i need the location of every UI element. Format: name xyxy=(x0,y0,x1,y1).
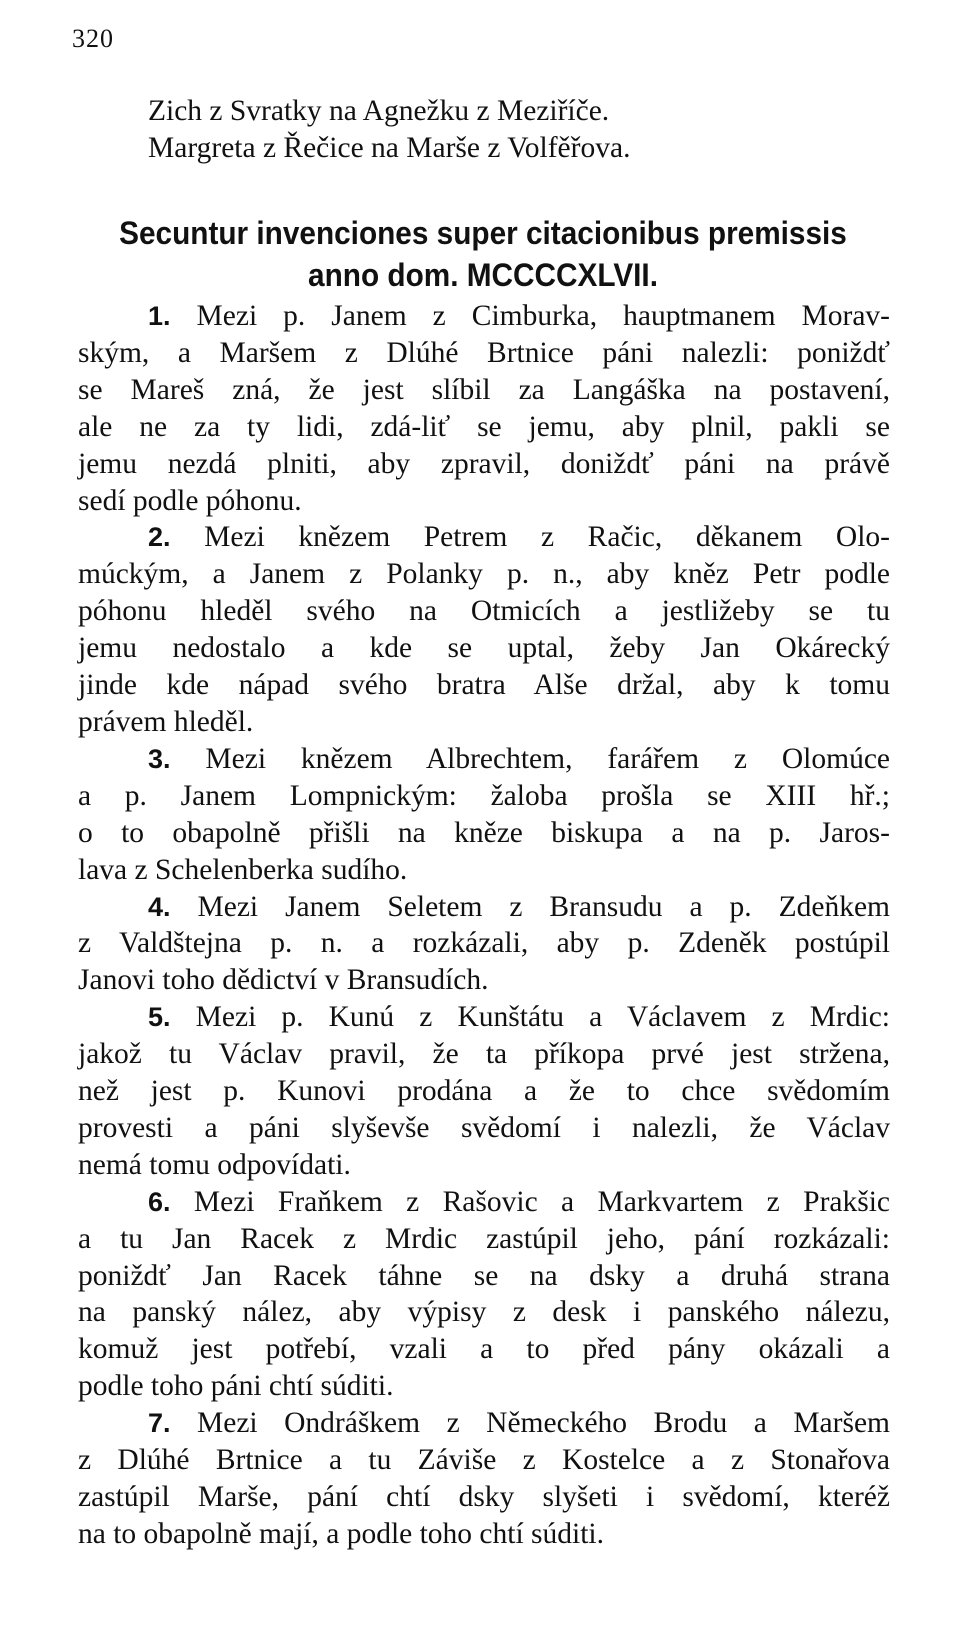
intro-line: Margreta z Řečice na Marše z Volfěřova. xyxy=(148,132,631,164)
entry-line-text: Mezi p. Kunú z Kunštátu a Václavem z Mrdic: xyxy=(195,1001,891,1034)
entry-line xyxy=(78,925,890,962)
entry-line xyxy=(78,815,890,852)
entry-line xyxy=(78,1368,890,1405)
entry-line xyxy=(78,1331,890,1368)
entry-line xyxy=(78,667,890,704)
entry-number: 2. xyxy=(148,522,171,553)
entry-line xyxy=(78,962,890,999)
entry-line xyxy=(78,446,890,483)
entry-number: 4. xyxy=(148,891,171,922)
entry-line xyxy=(78,483,890,520)
entry-line-text: na panský nález, aby výpisy z desk i panského nálezu, xyxy=(78,1296,890,1329)
entry-line xyxy=(78,1036,890,1073)
entry-line xyxy=(78,1442,890,1479)
entry-line-text: a p. Janem Lompnickým: žaloba prošla se XIII hř.; xyxy=(78,779,890,812)
entry-number: 6. xyxy=(148,1186,171,1217)
entry-number: 1. xyxy=(148,301,171,331)
entry xyxy=(78,298,890,519)
entry-line-text: Mezi knězem Petrem z Račic, děkanem Olo- xyxy=(204,521,891,554)
section-heading xyxy=(106,212,859,296)
entry-line-text: komuž jest potřebí, vzali a to před pány okázali a xyxy=(78,1333,890,1366)
entry-line xyxy=(78,1110,890,1147)
entry-line-text: sedí podle póhonu. xyxy=(78,484,302,517)
entry-line-text: než jest p. Kunovi prodána a že to chce svědomím xyxy=(78,1075,890,1108)
entry-line-text: múckým, a Janem z Polanky p. n., aby kněz Petr podle xyxy=(78,558,890,591)
entry-line xyxy=(78,335,890,372)
entry-line xyxy=(78,409,890,446)
entry-line-text: zastúpil Marše, pání chtí dsky slyšeti i svědomí, kteréž xyxy=(78,1481,890,1513)
entry xyxy=(78,519,890,740)
entry-line-text: poniždť Jan Racek táhne se na dsky a druhá strana xyxy=(78,1259,890,1292)
intro-lines xyxy=(148,93,928,167)
entry xyxy=(78,1184,890,1405)
entry-number: 5. xyxy=(148,1002,171,1033)
entry-line-text: provesti a páni slyševše svědomí i nalezli, že Václav xyxy=(78,1111,890,1144)
entry-first-line xyxy=(78,298,890,335)
entry-line xyxy=(78,1221,890,1258)
entry-line-text: se Mareš zná, že jest slíbil za Langáška na postavení, xyxy=(78,373,890,406)
entry-line-text: jakož tu Václav pravil, že ta příkopa prvé jest stržena, xyxy=(78,1038,890,1071)
entry-number: 7. xyxy=(148,1408,171,1439)
entry-line-text: Mezi p. Janem z Cimburka, hauptmanem Morav- xyxy=(196,300,890,332)
entry-line-text: Janovi toho dědictví v Bransudích. xyxy=(78,964,489,997)
entry-line xyxy=(78,778,890,815)
entry-line xyxy=(78,556,890,593)
entry-number: 3. xyxy=(148,743,171,774)
entry-line-text: z Dlúhé Brtnice a tu Záviše z Kostelce a z Stonařova xyxy=(78,1444,890,1477)
entry-line xyxy=(78,1073,890,1110)
entry xyxy=(78,741,890,889)
heading-line: anno dom. MCCCCXLVII. xyxy=(308,257,658,293)
entry-first-line xyxy=(78,741,890,778)
entry-line xyxy=(78,1294,890,1331)
entry-line-text: o to obapolně přišli na kněze biskupa a na p. Jaros- xyxy=(78,816,890,849)
page-number: 320 xyxy=(72,24,114,53)
entry-line-text: ale ne za ty lidi, zdá-liť se jemu, aby plnil, pakli se xyxy=(78,410,890,443)
entry-line-text: Mezi Fraňkem z Rašovic a Markvartem z Prakšic xyxy=(193,1185,891,1218)
entry-first-line xyxy=(78,999,890,1036)
entry-line xyxy=(78,372,890,409)
entry-first-line xyxy=(78,519,890,556)
entry-line xyxy=(78,704,890,741)
entry-line xyxy=(78,1258,890,1295)
entry-line-text: nemá tomu odpovídati. xyxy=(78,1148,351,1181)
entry-line-text: na to obapolně mají, a podle toho chtí súditi. xyxy=(78,1517,604,1550)
entry-first-line xyxy=(78,1184,890,1221)
entry xyxy=(78,999,890,1184)
entry-first-line xyxy=(78,889,890,926)
entry-line-text: právem hleděl. xyxy=(78,705,254,738)
entry-line xyxy=(78,852,890,889)
entry-line-text: ským, a Maršem z Dlúhé Brtnice páni nalezli: poniždť xyxy=(78,336,890,369)
entry-first-line xyxy=(78,1405,890,1442)
entry-line-text: Mezi Ondráškem z Německého Brodu a Maršem xyxy=(197,1407,890,1440)
entry xyxy=(78,889,890,1000)
entry-line-text: podle toho páni chtí súditi. xyxy=(78,1370,394,1403)
entry-line-text: Mezi knězem Albrechtem, farářem z Olomúce xyxy=(205,742,890,775)
entry-line-text: póhonu hleděl svého na Otmicích a jestližeby se tu xyxy=(78,595,890,628)
heading-line: Secuntur invenciones super citacionibus premissis xyxy=(119,215,847,251)
entry-line-text: jemu nezdá plniti, aby zpravil, doniždť páni na právě xyxy=(78,447,890,480)
entry-line-text: jemu nedostalo a kde se uptal, žeby Jan Okárecký xyxy=(78,632,890,665)
entry-line xyxy=(78,593,890,630)
intro-line: Zich z Svratky na Agnežku z Meziříče. xyxy=(148,95,610,127)
entries-list xyxy=(78,298,890,1553)
entry-line xyxy=(78,1516,890,1553)
entry-line xyxy=(78,1147,890,1184)
entry-line-text: a tu Jan Racek z Mrdic zastúpil jeho, pání rozkázali: xyxy=(78,1222,890,1255)
entry-line-text: z Valdštejna p. n. a rozkázali, aby p. Zdeněk postúpil xyxy=(78,927,890,960)
entry xyxy=(78,1405,890,1553)
entry-line-text: lava z Schelenberka sudího. xyxy=(78,853,408,886)
entry-line-text: Mezi Janem Seletem z Bransudu a p. Zdeňkem xyxy=(197,890,891,923)
entry-line-text: jinde kde nápad svého bratra Alše držal, aby k tomu xyxy=(78,669,890,702)
entry-line xyxy=(78,1479,890,1516)
entry-line xyxy=(78,630,890,667)
